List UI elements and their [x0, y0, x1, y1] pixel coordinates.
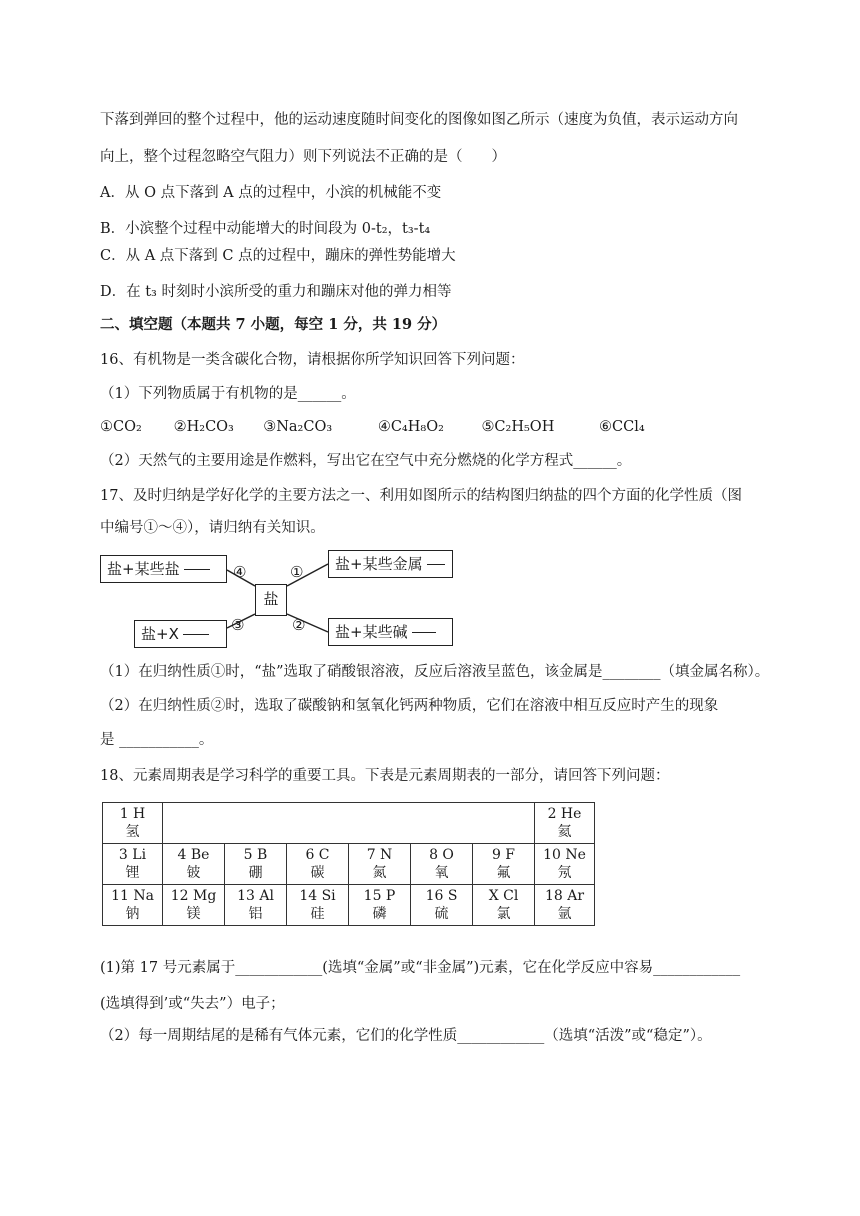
element-name: 氢	[125, 824, 140, 840]
element-name: 镁	[186, 906, 201, 922]
number-4: ④	[233, 563, 247, 581]
formula-item: ④C₄H₈O₂	[377, 419, 444, 435]
table-row	[103, 885, 595, 926]
element-name: 磷	[372, 906, 387, 922]
element-symbol: 2 He	[547, 806, 582, 822]
element-name: 碳	[310, 865, 325, 881]
element-symbol: 9 F	[491, 847, 516, 863]
element-symbol: 7 N	[366, 847, 393, 863]
q17-sub2-line2: 是 ___________。	[100, 732, 214, 748]
element-name: 铝	[248, 906, 263, 922]
q17-sub1: （1）在归纳性质①时，“盐”选取了硝酸银溶液，反应后溶液呈蓝色，该金属是________（填金属名称）。	[100, 664, 770, 680]
element-cell	[225, 844, 287, 885]
element-name: 锂	[125, 865, 140, 881]
element-cell	[349, 844, 411, 885]
element-name: 氯	[496, 906, 511, 922]
number-3: ③	[231, 616, 245, 634]
element-symbol: 18 Ar	[544, 888, 585, 904]
element-symbol: 12 Mg	[170, 888, 217, 904]
formula-item: ⑤C₂H₅OH	[481, 419, 555, 435]
element-cell	[103, 803, 163, 844]
q15-stem-line2: 向上，整个过程忽略空气阻力）则下列说法不正确的是（ ）	[100, 149, 506, 165]
element-symbol: 8 O	[429, 847, 454, 863]
element-name: 硫	[434, 906, 449, 922]
q18-sub2: （2）每一周期结尾的是稀有气体元素，它们的化学性质____________（选填“活泼”或“稳定”）。	[100, 1028, 712, 1044]
q16-stem: 16、有机物是一类含碳化合物，请根据你所学知识回答下列问题：	[100, 352, 525, 368]
element-cell	[535, 885, 595, 926]
q15-option-b: B．小滨整个过程中动能增大的时间段为 0-t₂，t₃-t₄	[100, 221, 431, 237]
q18-sub1-line2: (选填得到’或“失去”）电子；	[100, 996, 285, 1012]
element-symbol: 4 Be	[177, 847, 210, 863]
q16-sub1: （1）下列物质属于有机物的是______。	[100, 386, 356, 402]
element-symbol: 14 Si	[299, 888, 336, 904]
element-name: 硼	[248, 865, 263, 881]
table-row	[103, 803, 595, 844]
element-name: 硅	[310, 906, 325, 922]
box-salt-plus-base	[328, 618, 453, 646]
element-symbol: 13 Al	[237, 888, 274, 904]
element-symbol: 15 P	[363, 888, 396, 904]
formula-item: ②H₂CO₃	[173, 419, 234, 435]
box-label: 盐+X	[141, 625, 179, 643]
element-name: 氟	[496, 865, 511, 881]
element-symbol: 10 Ne	[543, 847, 586, 863]
element-cell	[103, 844, 163, 885]
element-name: 铍	[186, 865, 201, 881]
box-label: 盐+某些碱	[335, 623, 408, 641]
element-name: 氧	[434, 865, 449, 881]
section-title: 二、填空题（本题共 7 小题，每空 1 分，共 19 分）	[100, 316, 447, 333]
element-cell	[103, 885, 163, 926]
element-cell	[163, 844, 225, 885]
element-cell	[163, 885, 225, 926]
formula-item: ⑥CCl₄	[599, 419, 645, 435]
box-salt-plus-x	[134, 620, 227, 648]
table-gap	[163, 803, 535, 844]
box-salt-plus-salt	[100, 555, 227, 583]
q17-stem-line1: 17、及时归纳是学好化学的主要方法之一、利用如图所示的结构图归纳盐的四个方面的化学性质（图	[100, 488, 742, 504]
element-cell	[535, 844, 595, 885]
q15-option-c: C．从 A 点下落到 C 点的过程中，蹦床的弹性势能增大	[100, 248, 456, 264]
element-cell	[349, 885, 411, 926]
element-name: 氮	[372, 865, 387, 881]
box-label: 盐+某些盐	[107, 560, 180, 578]
q17-sub2-line1: （2）在归纳性质②时，选取了碳酸钠和氢氧化钙两种物质，它们在溶液中相互反应时产生的现象	[100, 698, 719, 714]
element-cell	[225, 885, 287, 926]
element-symbol: 5 B	[243, 847, 268, 863]
box-salt-plus-metal	[328, 550, 453, 578]
q15-option-d: D．在 t₃ 时刻时小滨所受的重力和蹦床对他的弹力相等	[100, 284, 452, 300]
q18-stem: 18、元素周期表是学习科学的重要工具。下表是元素周期表的一部分，请回答下列问题：	[100, 768, 670, 784]
periodic-table	[102, 802, 595, 926]
element-symbol: 16 S	[425, 888, 458, 904]
element-symbol: 1 H	[119, 806, 146, 822]
box-label: 盐+某些金属	[335, 555, 423, 573]
number-1: ①	[290, 563, 304, 581]
table-row	[103, 844, 595, 885]
element-cell	[535, 803, 595, 844]
element-cell	[287, 885, 349, 926]
element-symbol: X Cl	[488, 888, 519, 904]
element-name: 氖	[557, 865, 572, 881]
element-cell	[411, 885, 473, 926]
element-name: 氦	[557, 824, 572, 840]
q18-sub1-line1: (1)第 17 号元素属于____________(选填“金属”或“非金属”)元素，它在化学反应中容易____________	[100, 960, 741, 976]
formula-item: ③Na₂CO₃	[263, 419, 333, 435]
salt-properties-diagram	[100, 550, 460, 650]
element-symbol: 11 Na	[111, 888, 154, 904]
element-cell	[411, 844, 473, 885]
q17-stem-line2: 中编号①～④），请归纳有关知识。	[100, 520, 325, 536]
element-cell	[473, 844, 535, 885]
q16-formula-list	[100, 417, 645, 437]
q15-stem-line1: 下落到弹回的整个过程中，他的运动速度随时间变化的图像如图乙所示（速度为负值，表示运动方向	[100, 112, 738, 128]
element-cell	[287, 844, 349, 885]
element-symbol: 3 Li	[118, 847, 147, 863]
formula-item: ①CO₂	[100, 419, 142, 435]
q15-option-a: A．从 O 点下落到 A 点的过程中，小滨的机械能不变	[100, 185, 442, 201]
element-name: 钠	[125, 906, 140, 922]
element-cell	[473, 885, 535, 926]
q16-sub2: （2）天然气的主要用途是作燃料，写出它在空气中充分燃烧的化学方程式______。	[100, 453, 632, 469]
number-2: ②	[292, 616, 306, 634]
box-salt-center: 盐	[255, 584, 287, 616]
element-symbol: 6 C	[305, 847, 330, 863]
element-name: 氩	[557, 906, 572, 922]
